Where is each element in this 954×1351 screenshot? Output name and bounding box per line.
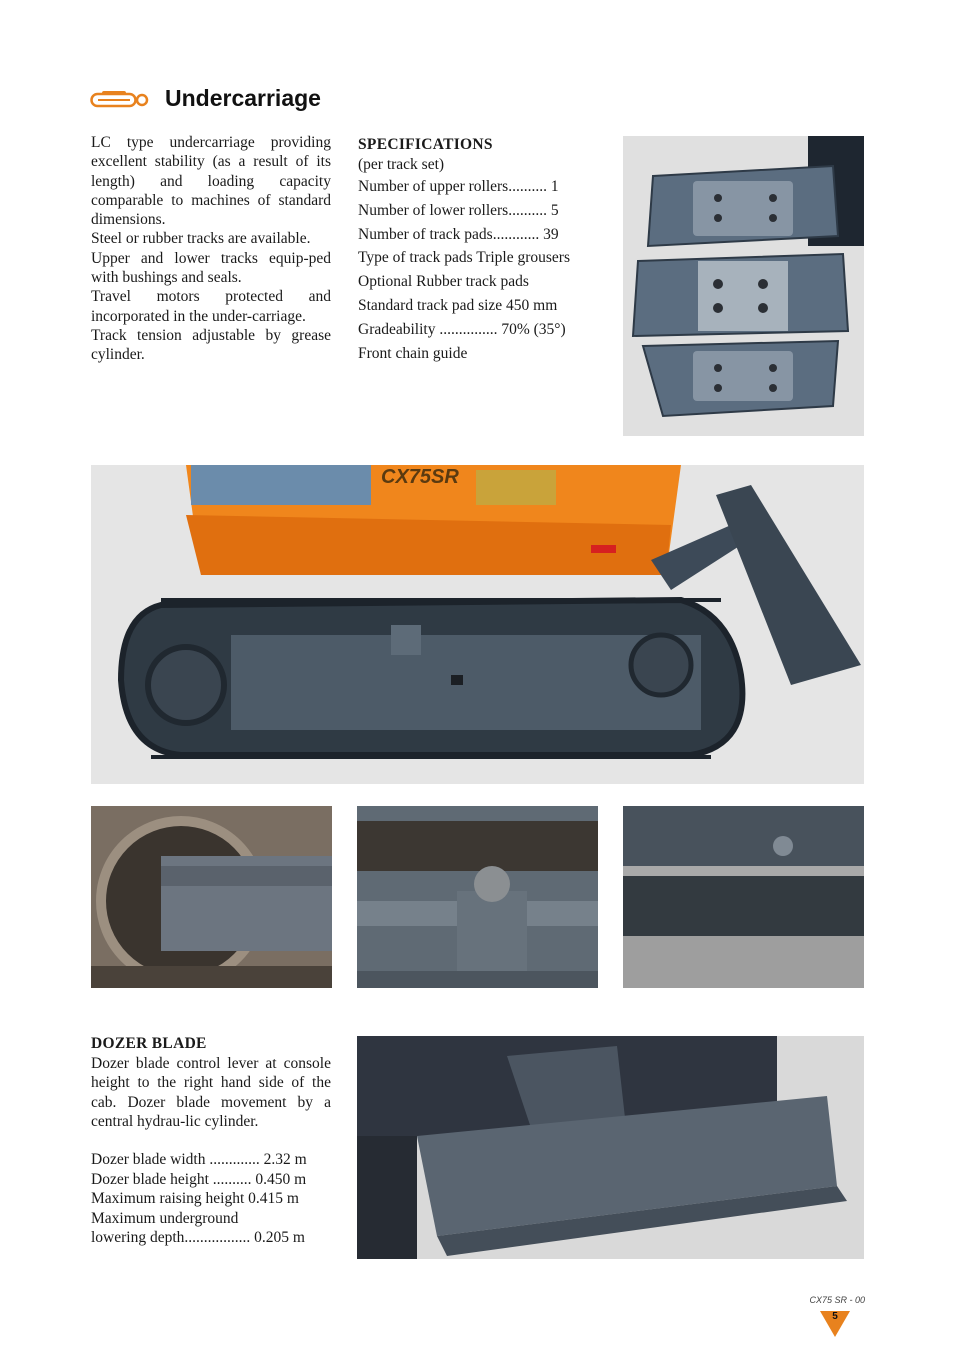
roller-photo: [357, 806, 598, 988]
document-code: CX75 SR - 00: [809, 1295, 865, 1305]
spec-row: Front chain guide: [358, 344, 468, 362]
dozer-spec-row: Maximum raising height 0.415 m: [91, 1190, 299, 1208]
intro-text: [91, 133, 331, 365]
dozer-spec-row: Maximum underground: [91, 1209, 239, 1227]
specifications-block: [358, 135, 600, 365]
intro-paragraph: Upper and lower tracks equip-ped with bushings and seals.: [91, 249, 331, 287]
spec-row: Number of track pads............ 39: [358, 225, 559, 243]
spec-row: Number of lower rollers.......... 5: [358, 201, 559, 219]
page-number: 5: [832, 1311, 838, 1322]
model-label: CX75SR: [381, 466, 459, 488]
intro-paragraph: Steel or rubber tracks are available.: [91, 230, 311, 248]
spec-row: Type of track pads Triple grousers: [358, 249, 571, 267]
undercarriage-photo: [91, 465, 864, 784]
spec-row: Standard track pad size 450 mm: [358, 296, 558, 314]
intro-paragraph: Track tension adjustable by grease cylinder.: [91, 326, 331, 364]
dozer-blade-heading: DOZER BLADE: [91, 1035, 207, 1052]
dozer-spec-row: Dozer blade height .......... 0.450 m: [91, 1170, 307, 1188]
dozer-blade-block: [91, 1034, 331, 1248]
page-title: Undercarriage: [165, 85, 321, 111]
spec-row: Gradeability ............... 70% (35°): [358, 320, 566, 338]
track-icon: [90, 90, 150, 110]
intro-paragraph: LC type undercarriage providing excellent stability (as a result of its length) and loading capacity comparable to machines of standard dimensions.: [91, 134, 331, 229]
intro-paragraph: Travel motors protected and incorporated in the under-carriage.: [91, 288, 331, 325]
dozer-blade-photo: [357, 1036, 864, 1259]
track-chain-photo: [623, 806, 864, 988]
dozer-blade-description: Dozer blade control lever at console height to the right hand side of the cab. Dozer blade movement by a central hydrau-lic cylinder.: [91, 1055, 331, 1130]
dozer-spec-row: lowering depth................. 0.205 m: [91, 1229, 305, 1247]
specifications-heading: SPECIFICATIONS: [358, 136, 493, 153]
idler-wheel-photo: [91, 806, 332, 988]
spec-row: Optional Rubber track pads: [358, 273, 529, 291]
dozer-spec-row: Dozer blade width ............. 2.32 m: [91, 1151, 307, 1169]
spec-row: Number of upper rollers.......... 1: [358, 178, 559, 195]
specifications-subheading: (per track set): [358, 156, 445, 173]
track-pads-photo: [623, 136, 864, 436]
